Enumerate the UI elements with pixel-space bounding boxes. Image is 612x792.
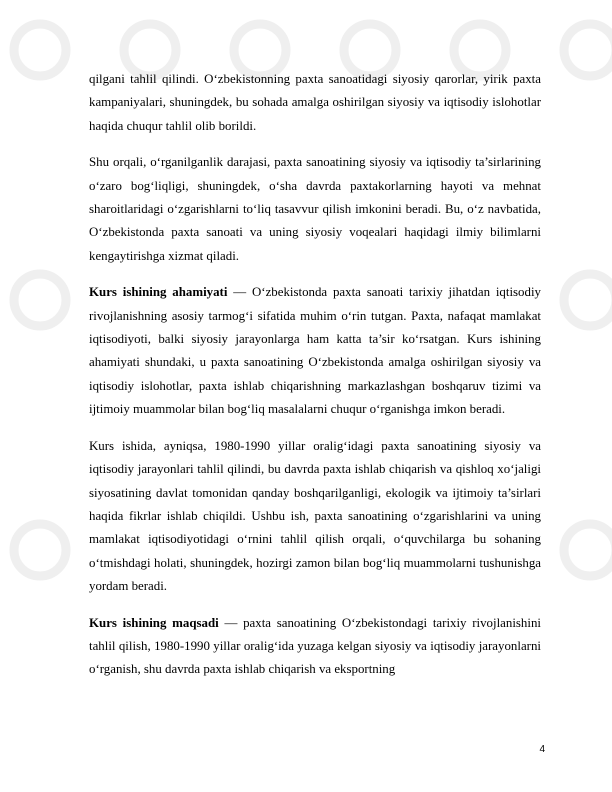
page-number: 4 [539,744,545,755]
paragraph-lead: Kurs ishining ahamiyati [89,285,228,300]
paragraph-1 [89,68,541,138]
paragraph-2 [89,151,541,268]
paragraph-3 [89,281,541,421]
paragraph-text: Shu orqali, o‘rganilganlik darajasi, paxta sanoatining siyosiy va iqtisodiy ta’sirlarining o‘zaro bog‘liqligi, shuningdek, o‘sha davrda paxtakorlarning hayoti va mehnat sharoitlaridagi o‘zgarishlarni to‘liq tasavvur qilish imkonini beradi. Bu, o‘z navbatida, O‘zbekistonda paxta sanoati va uning siyosiy voqealari haqidagi ilmiy bilimlarni kengaytirishga xizmat qiladi. [89,155,541,263]
document-body [89,68,541,695]
paragraph-4 [89,435,541,599]
paragraph-5 [89,612,541,682]
paragraph-text: qilgani tahlil qilindi. O‘zbekistonning paxta sanoatidagi siyosiy qarorlar, yirik paxta kampaniyalari, shuningdek, bu sohada amalga oshirilgan siyosiy va iqtisodiy islohotlar haqida chuqur tahlil olib borildi. [89,72,541,133]
paragraph-lead: Kurs ishining maqsadi [89,615,219,630]
paragraph-text: — O‘zbekistonda paxta sanoati tarixiy jihatdan iqtisodiy rivojlanishning asosiy tarmog‘i sifatida muhim o‘rin tutgan. Paxta, nafaqat mamlakat iqtisodiyoti, balki siyosiy jarayonlarga ham katta ta’sir ko‘rsatgan. Kurs ishining ahamiyati shundaki, u paxta sanoatining O‘zbekistonda amalga oshirilgan siyosiy va iqtisodiy islohotlar, paxta ishlab chiqarishning markazlashgan boshqaruv tizimi va ijtimoiy muammolar bilan bog‘liq masalalarni chuqur o‘rganishga imkon beradi. [89,285,541,417]
paragraph-text: Kurs ishida, ayniqsa, 1980-1990 yillar oralig‘idagi paxta sanoatining siyosiy va iqtisodiy jarayonlari tahlil qilindi, bu davrda paxta ishlab chiqarish va qishloq xo‘jaligi siyosatining davlat tomonidan qanday boshqarilganligi, ekologik va ijtimoiy ta’sirlari haqida fikrlar ishlab chiqildi. Ushbu ish, paxta sanoatining o‘zgarishlarini va uning mamlakat iqtisodiyotidagi o‘rnini tahlil qilish orqali, o‘quvchilarga bu sohaning o‘tmishdagi holati, shuningdek, hozirgi zamon bilan bog‘liq muammolarni tushunishga yordam beradi. [89,438,541,594]
paragraph-text: — paxta sanoatining O‘zbekistondagi tarixiy rivojlanishini tahlil qilish, 1980-1990 yillar oralig‘ida yuzaga kelgan siyosiy va iqtisodiy jarayonlarni o‘rganish, shu davrda paxta ishlab chiqarish va eksportning [89,615,541,677]
